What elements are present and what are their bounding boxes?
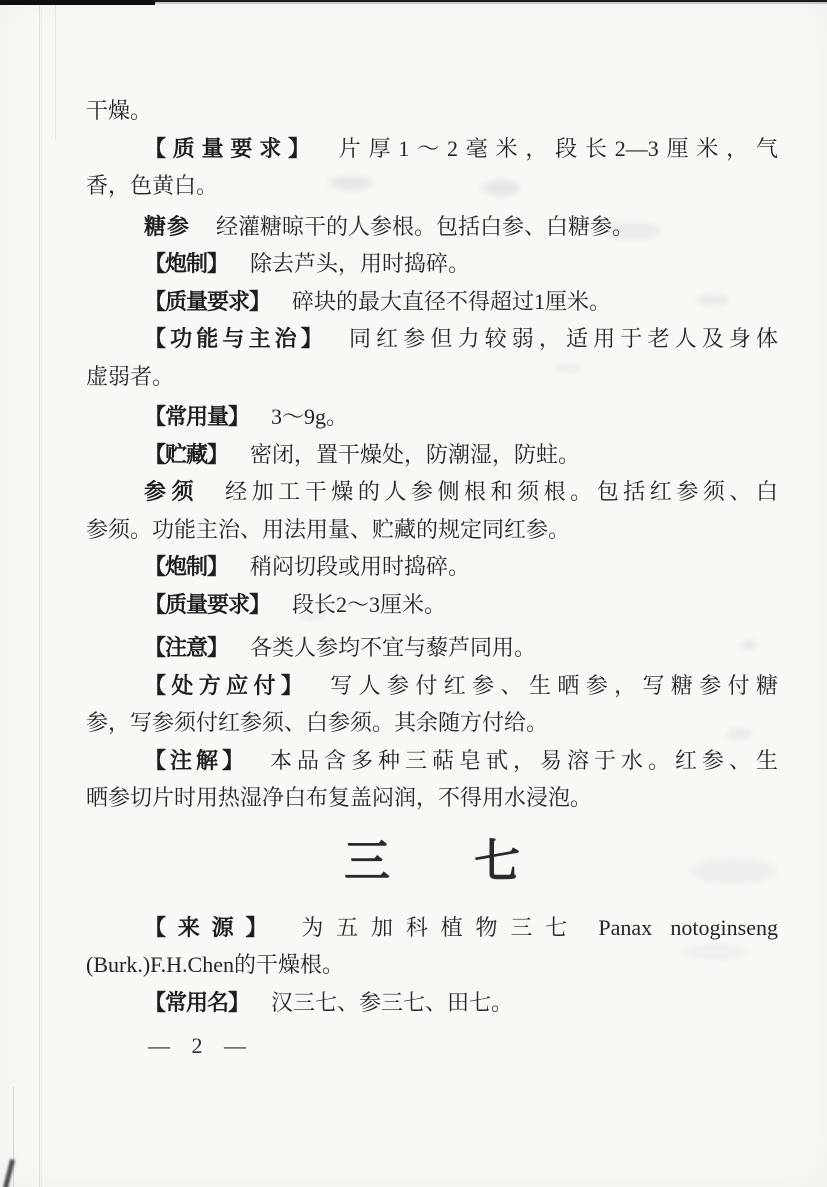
text-line: 香，色黄白。 (86, 173, 219, 198)
entry-label: 【炮制】 (144, 251, 229, 276)
entry-paragraph (86, 667, 778, 742)
text-line: 【质量要求】 段长2～3厘米。 (144, 591, 447, 617)
scan-crease-line (13, 1087, 14, 1187)
entry-label: 参须 (144, 479, 200, 504)
entry-label: 【注解】 (144, 747, 248, 773)
text-line: 虚弱者。 (86, 363, 175, 389)
text-line: 【质量要求】 片厚1～2毫米，段长2—3厘米，气 (144, 135, 778, 161)
monograph-entries-sanqi (86, 909, 778, 1022)
text-line: 糖参 经灌糖晾干的人参根。包括白参、白糖参。 (144, 213, 635, 239)
text-line: 【质量要求】 碎块的最大直径不得超过1厘米。 (144, 288, 612, 314)
scan-crease-line (41, 0, 42, 1187)
text-line: 【贮藏】 密闭，置干燥处，防潮湿，防蛀。 (144, 441, 581, 467)
continuation-paragraph (86, 92, 778, 130)
entry-label: 【注意】 (144, 635, 229, 660)
text-line: 【功能与主治】 同红参但力较弱，适用于老人及身体 (144, 326, 778, 351)
entry-label: 【质量要求】 (144, 288, 271, 314)
entry-label: 【炮制】 (144, 554, 229, 579)
section-title: 三七 (344, 834, 604, 887)
text-line: 【处方应付】 写人参付红参、生晒参，写糖参付糖 (144, 672, 778, 698)
text-line: 干燥。 (86, 98, 153, 123)
page-number: — 2 — (148, 1033, 254, 1058)
scan-crease-line (55, 0, 56, 140)
entry-paragraph (86, 909, 778, 984)
text-line: 【注解】 本品含多种三萜皂甙，易溶于水。红参、生 (144, 747, 778, 773)
text-line: 参，写参须付红参须、白参须。其余随方付给。 (86, 710, 549, 735)
scan-edge-top-shadow (0, 2, 827, 4)
entry-paragraph (86, 984, 778, 1022)
entry-label: 【常用量】 (144, 404, 250, 429)
entry-paragraph (86, 436, 778, 474)
entry-paragraph (86, 548, 778, 586)
entry-paragraph (86, 473, 778, 548)
entry-label: 【来源】 (144, 914, 280, 940)
entry-label: 【处方应付】 (144, 672, 309, 698)
text-line: 【注意】 各类人参均不宜与藜芦同用。 (144, 635, 537, 660)
entry-label: 【质量要求】 (144, 135, 317, 161)
text-line: 参须。功能主治、用法用量、贮藏的规定同红参。 (86, 516, 571, 542)
entry-paragraph (86, 208, 778, 246)
text-line: 晒参切片时用热湿净白布复盖闷润，不得用水浸泡。 (86, 785, 593, 810)
entry-label: 【质量要求】 (144, 591, 271, 617)
entry-paragraph (86, 586, 778, 624)
entry-paragraph (86, 245, 778, 283)
entry-label: 糖参 (144, 213, 191, 239)
scan-crease-line (39, 0, 40, 1187)
entry-label: 【贮藏】 (144, 441, 229, 467)
entry-paragraph (86, 629, 778, 667)
entry-paragraph (86, 130, 778, 205)
text-line: 参须 经加工干燥的人参侧根和须根。包括红参须、白 (144, 479, 778, 504)
text-line: 【常用名】 汉三七、参三七、田七。 (144, 989, 514, 1015)
text-line: 【来源】 为五加科植物三七 Panax notoginseng (144, 914, 778, 940)
monograph-entries-renshen (86, 92, 778, 817)
text-line: 【常用量】 3～9g。 (144, 404, 349, 429)
text-line: 【炮制】 除去芦头，用时捣碎。 (144, 251, 471, 276)
entry-paragraph (86, 742, 778, 817)
entry-paragraph (86, 398, 778, 436)
entry-paragraph (86, 283, 778, 321)
entry-paragraph (86, 320, 778, 395)
text-line: 【炮制】 稍闷切段或用时捣碎。 (144, 554, 471, 579)
entry-label: 【常用名】 (144, 989, 250, 1015)
entry-label: 【功能与主治】 (144, 326, 327, 351)
text-line: (Burk.)F.H.Chen的干燥根。 (86, 952, 344, 977)
page-text-column (86, 92, 778, 1065)
